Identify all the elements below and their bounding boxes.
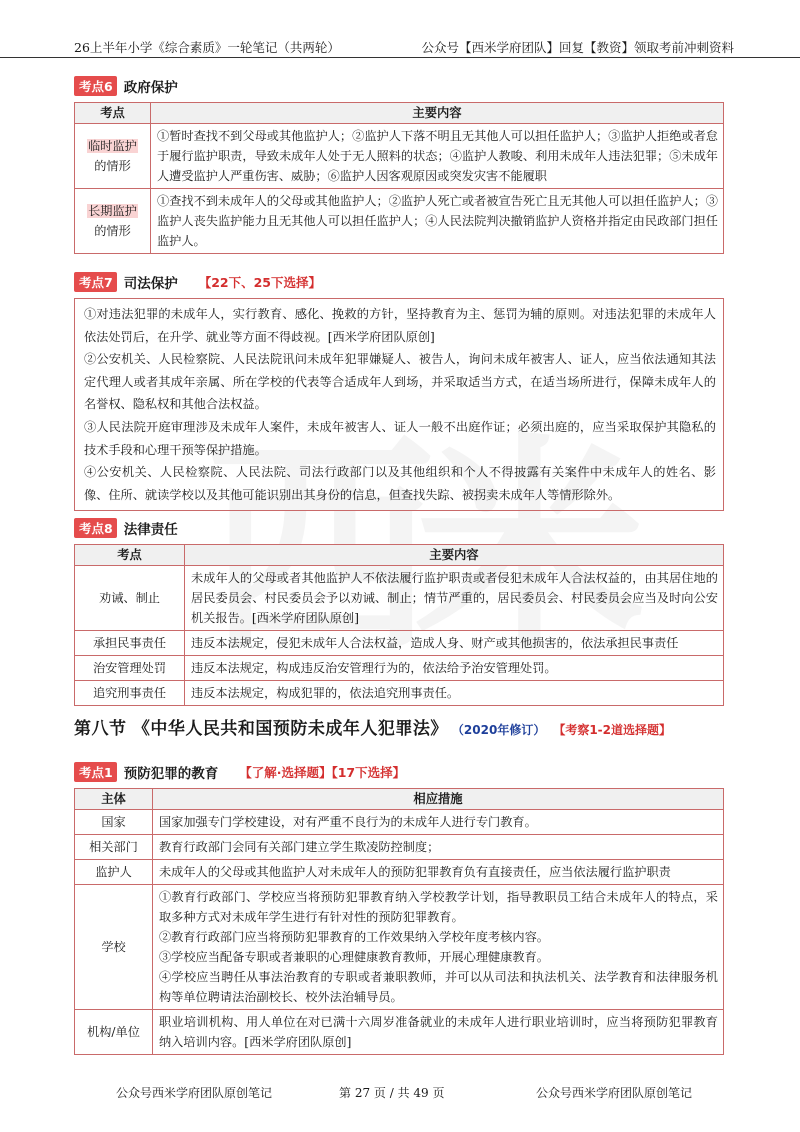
kp1-school-item-2: ②教育行政部门应当将预防犯罪教育的工作效果纳入学校年度考核内容。 [159,930,549,944]
chapter-heading [74,714,734,739]
kp6-key-temp [75,124,151,189]
kp8-content-1: 未成年人的父母或者其他监护人不依法履行监护职责或者侵犯未成年人合法权益的，由其居住地的居民委员会、村民委员会予以劝诫、制止；情节严重的，居民委员会、村民委员会应当及时向公安机关报告。[西米学府团队原创] [185,566,724,631]
kp7-box [74,298,724,511]
kp6-key-long [75,189,151,254]
section-kp1 [74,762,724,1055]
kp6-badge: 考点6 [74,76,117,96]
kp1-key-3: 监护人 [75,860,153,885]
table-row [75,189,724,254]
kp6-key-long-a: 长期监护 [88,204,137,218]
kp1-title: 预防犯罪的教育 [123,766,219,782]
kp7-para-3: ③人民法院开庭审理涉及未成年人案件，未成年被害人、证人一般不出庭作证；必须出庭的，应当采取保护其隐私的技术手段和心理干预等保护措施。 [84,419,716,457]
table-row [75,885,724,1010]
kp8-content-3: 违反本法规定，构成违反治安管理行为的，依法给予治安管理处罚。 [185,656,724,681]
kp1-key-1: 国家 [75,810,153,835]
kp1-key-last: 机构/单位 [75,1010,153,1055]
kp1-school-item-4: ④学校应当聘任从事法治教育的专职或者兼职教师，并可以从司法和执法机关、法学教育和法律服务机构等单位聘请法治副校长、校外法治辅导员。 [159,970,718,1004]
footer-left: 公众号西米学府团队原创笔记 [116,1086,273,1100]
kp7-para-1: ①对违法犯罪的未成年人，实行教育、感化、挽救的方针，坚持教育为主、惩罚为辅的原则。对违法犯罪的未成年人依法处罚后，在升学、就业等方面不得歧视。[西米学府团队原创] [84,307,716,344]
kp1-school-item-1: ①教育行政部门、学校应当将预防犯罪教育纳入学校教学计划，指导教职员工结合未成年人的特点，采取多种方式对未成年学生进行有针对性的预防犯罪教育。 [159,890,718,924]
kp6-col2: 主要内容 [151,103,724,124]
page-number: 第 27 页 / 共 49 页 [339,1086,445,1100]
table-row [75,810,724,835]
kp1-content-3: 未成年人的父母或其他监护人对未成年人的预防犯罪教育负有直接责任，应当依法履行监护职责 [153,860,724,885]
kp8-key-1: 劝诫、制止 [75,566,185,631]
table-row [75,566,724,631]
table-row [75,124,724,189]
kp1-key-school: 学校 [75,885,153,1010]
table-row [75,656,724,681]
kp6-col1: 考点 [75,103,151,124]
chapter-exam-tag: 【考察1-2道选择题】 [553,723,672,737]
kp6-table [74,102,724,254]
kp7-para-2: ②公安机关、人民检察院、人民法院讯问未成年犯罪嫌疑人、被告人，询问未成年被害人、证人，应当依法通知其法定代理人或者其成年亲属、所在学校的代表等合适成年人到场，并采取适当方式，在适当场所进行，保障未成年人的名誉权、隐私权和其他合法权益。 [84,352,716,412]
kp6-key-long-b: 的情形 [94,224,131,238]
kp1-badge: 考点1 [74,762,117,782]
kp8-col2: 主要内容 [185,545,724,566]
kp8-key-2: 承担民事责任 [75,631,185,656]
header-right: 公众号【西米学府团队】回复【教资】领取考前冲刺资料 [421,39,734,55]
kp1-content-1: 国家加强专门学校建设，对有严重不良行为的未成年人进行专门教育。 [153,810,724,835]
chapter-revision: （2020年修订） [451,723,546,737]
kp6-title: 政府保护 [123,80,178,96]
table-row [75,631,724,656]
kp6-content-long: ①查找不到未成年人的父母或其他监护人；②监护人死亡或者被宣告死亡且无其他人可以担任监护人；③监护人丧失监护能力且无其他人可以担任监护人；④人民法院判决撤销监护人资格并指定由民政部门担任监护人。 [151,189,724,254]
kp8-col1: 考点 [75,545,185,566]
kp6-key-temp-a: 临时监护 [88,139,137,153]
kp1-school-item-3: ③学校应当配备专职或者兼职的心理健康教育教师，开展心理健康教育。 [159,950,549,964]
kp6-content-temp: ①暂时查找不到父母或其他监护人；②监护人下落不明且无其他人可以担任监护人；③监护人拒绝或者怠于履行监护职责，导致未成年人处于无人照料的状态；④监护人教唆、利用未成年人违法犯罪；⑤未成年人遭受监护人严重伤害、威胁；⑥监护人因客观原因或突发灾害不能履职 [151,124,724,189]
kp7-badge: 考点7 [74,272,117,292]
kp8-title: 法律责任 [123,522,178,538]
kp8-content-2: 违反本法规定，侵犯未成年人合法权益，造成人身、财产或其他损害的，依法承担民事责任 [185,631,724,656]
kp7-para-4: ④公安机关、人民检察院、人民法院、司法行政部门以及其他组织和个人不得披露有关案件中未成年人的姓名、影像、住所、就读学校以及其他可能识别出其身份的信息，但查找失踪、被拐卖未成年人等情形除外。 [84,465,716,502]
chapter-title: 第八节 《中华人民共和国预防未成年人犯罪法》 [74,719,448,739]
table-row [75,860,724,885]
section-kp7 [74,272,724,511]
kp1-content-2: 教育行政部门会同有关部门建立学生欺凌防控制度； [153,835,724,860]
kp1-heading [74,762,724,782]
kp1-table [74,788,724,1055]
kp8-heading [74,518,724,538]
kp1-col1: 主体 [75,789,153,810]
table-row [75,681,724,706]
kp8-key-4: 追究刑事责任 [75,681,185,706]
kp8-key-3: 治安管理处罚 [75,656,185,681]
section-kp6 [74,76,724,254]
header-left: 26上半年小学《综合素质》一轮笔记（共两轮） [74,39,340,55]
kp1-content-last: 职业培训机构、用人单位在对已满十六周岁准备就业的未成年人进行职业培训时，应当将预防犯罪教育纳入培训内容。[西米学府团队原创] [153,1010,724,1055]
kp7-title: 司法保护 [123,276,178,292]
kp8-badge: 考点8 [74,518,117,538]
section-kp8 [74,518,724,706]
kp6-heading [74,76,724,96]
kp7-heading [74,272,724,292]
kp1-tag: 【了解·选择题】【17下选择】 [239,765,406,780]
kp1-col2: 相应措施 [153,789,724,810]
page-header [0,36,800,58]
kp8-table [74,544,724,706]
kp1-key-2: 相关部门 [75,835,153,860]
kp1-content-school [153,885,724,1010]
table-row [75,835,724,860]
kp6-key-temp-b: 的情形 [94,159,131,173]
kp7-tag: 【22下、25下选择】 [198,275,321,290]
footer-right: 公众号西米学府团队原创笔记 [536,1086,693,1100]
table-row [75,1010,724,1055]
kp8-content-4: 违反本法规定，构成犯罪的，依法追究刑事责任。 [185,681,724,706]
